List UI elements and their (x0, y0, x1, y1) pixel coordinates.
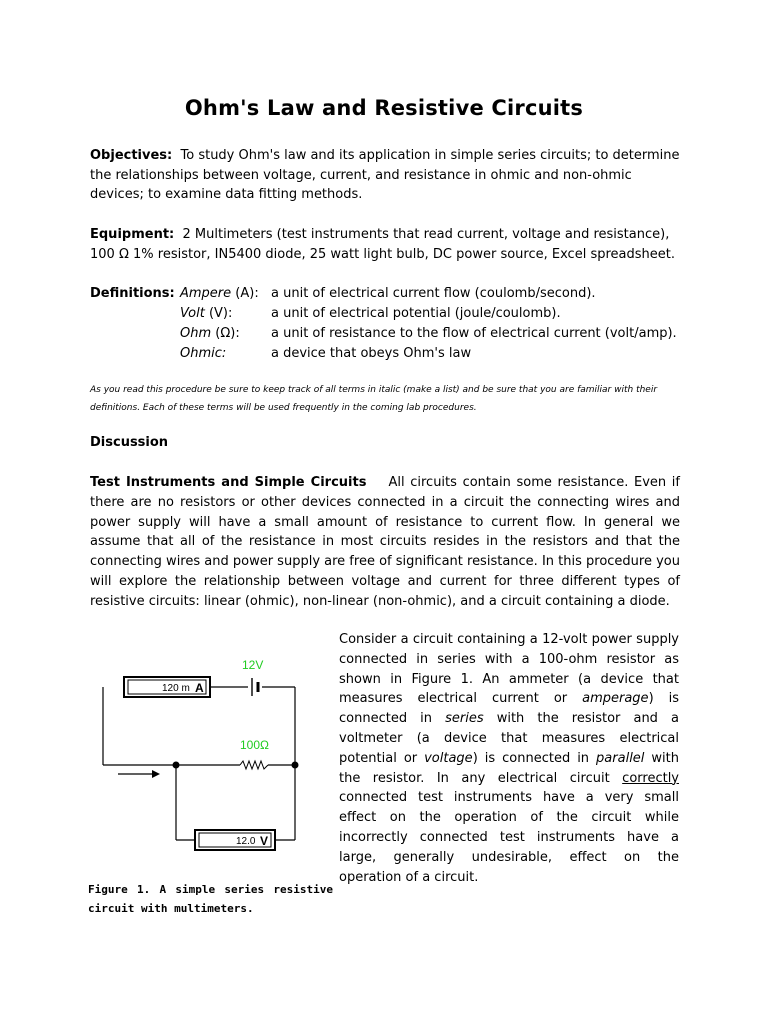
definition-term: Ohmic: (180, 346, 227, 361)
term-voltage: voltage (424, 750, 473, 766)
definition-desc: a unit of electrical potential (joule/coulomb). (271, 306, 561, 321)
page-title: Ohm's Law and Resistive Circuits (184, 96, 584, 120)
term-parallel: parallel (596, 750, 645, 766)
test-instruments-paragraph (90, 473, 680, 612)
term-correctly: correctly (622, 770, 679, 786)
test-instruments-heading: Test Instruments and Simple Circuits (90, 475, 367, 490)
voltmeter (195, 830, 275, 850)
ammeter-unit: A (195, 681, 204, 695)
resistor-label: 100Ω (240, 738, 269, 752)
definition-row (90, 346, 690, 366)
definition-term: Volt (V): (180, 306, 233, 321)
definitions-label: Definitions: (90, 286, 175, 301)
term-amperage: amperage (582, 691, 649, 707)
definition-row (90, 286, 690, 306)
objectives-label: Objectives: (90, 148, 173, 163)
objectives-text: To study Ohm's law and its application in simple series circuits; to determine the relationships between voltage, current, and resistance in ohmic and non-ohmic devices; to examine data fitting methods. (90, 148, 680, 202)
discussion-heading: Discussion (90, 435, 169, 450)
equipment-paragraph (90, 225, 680, 264)
figure-background (90, 640, 330, 862)
definition-desc: a device that obeys Ohm's law (271, 346, 472, 361)
definition-desc: a unit of resistance to the flow of electrical current (volt/amp). (271, 326, 677, 341)
voltmeter-reading: 12.0 (236, 836, 256, 847)
circuit-description-paragraph: Consider a circuit containing a 12-volt power supply connected in series with a 100-ohm resistor as shown in Figure 1. An ammeter (a device that measures electrical current or amperage) is connected in series with the resistor and a voltmeter (a device that measures electrical potential or voltage) is connected in parallel with the resistor. In any electrical circuit correctly connected test instruments have a very small effect on the operation of the circuit while incorrectly connected test instruments have a large, generally undesirable, effect on the operation of a circuit. (339, 632, 679, 885)
junction-dot-right (292, 762, 299, 769)
reading-note: As you read this procedure be sure to keep track of all terms in italic (make a list) and be sure that you are familiar with their definitions. Each of these terms will be used frequently in the coming lab procedures. (90, 385, 658, 413)
equipment-text: 2 Multimeters (test instruments that read current, voltage and resistance), 100 Ω 1% resistor, IN5400 diode, 25 watt light bulb, DC power source, Excel spreadsheet. (90, 227, 675, 262)
ammeter-reading: 120 m (162, 683, 190, 694)
voltmeter-unit: V (260, 834, 269, 848)
battery-label: 12V (242, 658, 264, 672)
term-series: series (445, 711, 484, 727)
definition-term: Ohm (Ω): (180, 326, 240, 341)
junction-dot-left (173, 762, 180, 769)
objectives-paragraph (90, 146, 680, 205)
definition-row (90, 326, 690, 346)
definition-term: Ampere (A): (180, 286, 259, 301)
circuit-figure (90, 640, 330, 862)
ammeter (124, 677, 210, 697)
equipment-label: Equipment: (90, 227, 175, 242)
definition-desc: a unit of electrical current flow (coulomb/second). (271, 286, 596, 301)
figure-caption: Figure 1. A simple series resistive circuit with multimeters. (88, 883, 333, 915)
definition-row (90, 306, 690, 326)
test-instruments-text: All circuits contain some resistance. Even if there are no resistors or other devices connected in a circuit the connecting wires and power supply will have a small amount of resistance to current flow. In general we assume that all of the resistance in most circuits resides in the resistors and that the connecting wires and power supply are free of significant resistance. In this procedure you will explore the relationship between voltage and current for three different types of resistive circuits: linear (ohmic), non-linear (non-ohmic), and a circuit containing a diode. (90, 475, 680, 609)
